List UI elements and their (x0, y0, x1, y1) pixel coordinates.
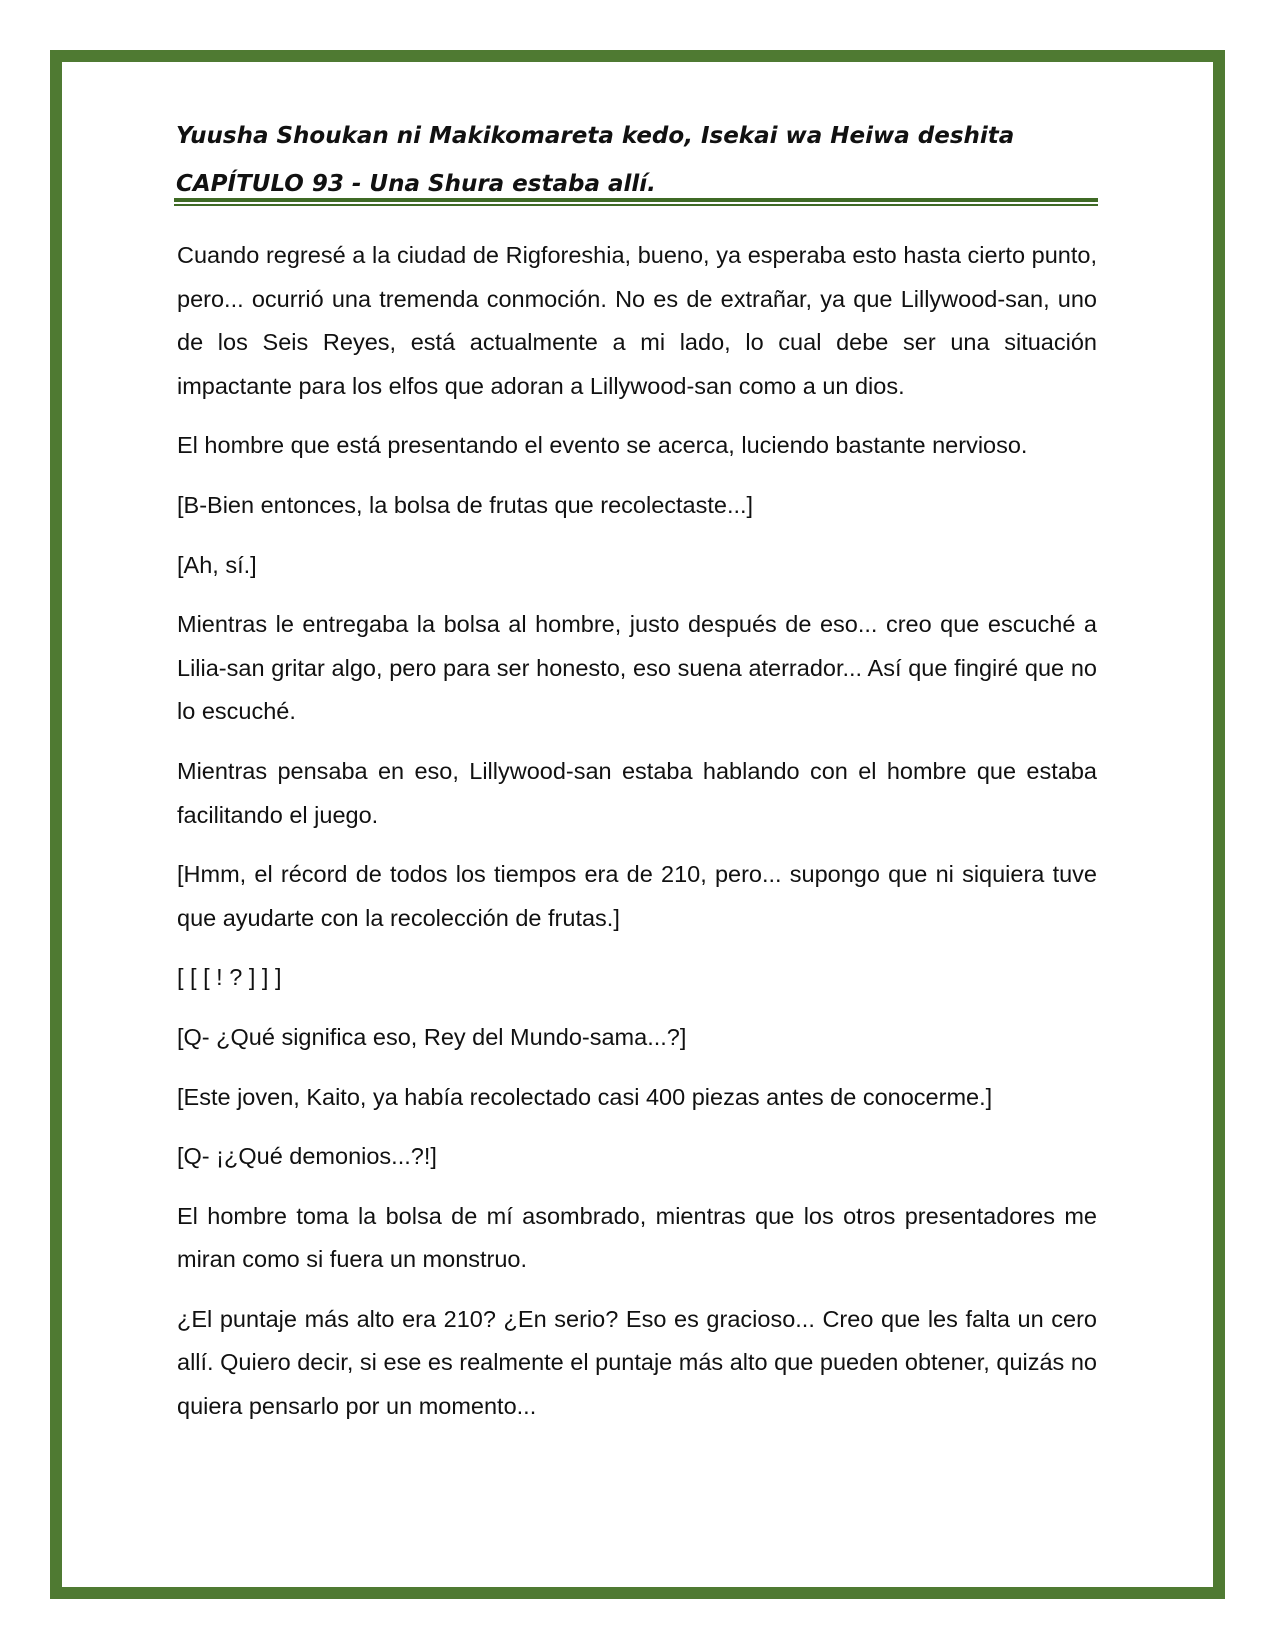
dialogue-line: [Este joven, Kaito, ya había recolectado casi 400 piezas antes de conocerme.] (177, 1083, 993, 1110)
chapter-title: CAPÍTULO 93 - Una Shura estaba allí. (176, 171, 656, 197)
dialogue-line: [Hmm, el récord de todos los tiempos era de 210, pero... supongo que ni siquiera tuve que ayudarte con la recolección de frutas.] (177, 861, 1097, 931)
header-divider-thick (174, 198, 1098, 202)
paragraph: ¿El puntaje más alto era 210? ¿En serio? Eso es gracioso... Creo que les falta un cero allí. Quiero decir, si ese es realmente el puntaje más alto que pueden obtener, quizás no quiera pensarlo por un momento... (177, 1305, 1097, 1420)
paragraph: Mientras pensaba en eso, Lillywood-san estaba hablando con el hombre que estaba facilitando el juego. (177, 757, 1097, 828)
dialogue-line: [B-Bien entonces, la bolsa de frutas que recolectaste...] (177, 491, 754, 518)
series-title: Yuusha Shoukan ni Makikomareta kedo, Isekai wa Heiwa deshita (176, 123, 1015, 149)
dialogue-line: [Q- ¿Qué significa eso, Rey del Mundo-sama...?] (177, 1023, 687, 1050)
paragraph: El hombre toma la bolsa de mí asombrado, mientras que los otros presentadores me miran como si fuera un monstruo. (177, 1202, 1097, 1273)
dialogue-line: [Ah, sí.] (177, 551, 257, 578)
paragraph: Mientras le entregaba la bolsa al hombre, justo después de eso... creo que escuché a Lilia-san gritar algo, pero para ser honesto, eso suena aterrador... Así que fingiré que no lo escuché. (177, 611, 1097, 725)
chapter-body (177, 234, 1097, 1445)
chapter-header (176, 112, 1096, 208)
dialogue-line: [Q- ¡¿Qué demonios...?!] (177, 1143, 437, 1170)
header-divider-thin (174, 204, 1098, 206)
dialogue-line: [ [ [ ! ? ] ] ] (177, 964, 282, 991)
paragraph: El hombre que está presentando el evento se acerca, luciendo bastante nervioso. (177, 432, 1028, 459)
paragraph: Cuando regresé a la ciudad de Rigforeshia, bueno, ya esperaba esto hasta cierto punto, pero... ocurrió una tremenda conmoción. No es de extrañar, ya que Lillywood-san, uno de los Seis Reyes, está actualmente a mi lado, lo cual debe ser una situación impactante para los elfos que adoran a Lillywood-san como a un dios. (177, 242, 1097, 399)
